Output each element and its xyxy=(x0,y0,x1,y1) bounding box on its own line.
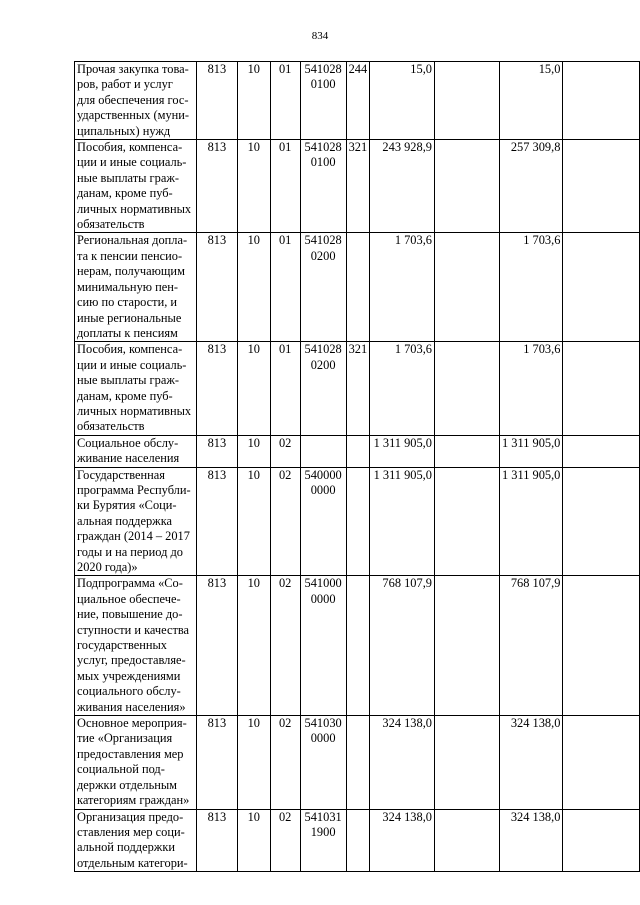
row-name-line: личных нормативных xyxy=(77,201,192,216)
empty-cell xyxy=(434,140,499,233)
row-name-line: данам, кроме пуб- xyxy=(77,186,173,201)
row-name-line: ставления мер соци- xyxy=(77,824,185,839)
section-code-cell: 10 xyxy=(237,233,270,342)
row-name-line: Региональная допла- xyxy=(77,233,188,248)
target-article-cell xyxy=(300,62,346,140)
row-name-cell xyxy=(75,576,197,716)
budget-table-body xyxy=(75,62,640,872)
row-name-cell xyxy=(75,809,197,872)
row-name-cell xyxy=(75,342,197,435)
amount-year2-cell: 324 138,0 xyxy=(499,809,563,872)
target-article-line: 1900 xyxy=(310,824,336,839)
subsection-code-cell: 02 xyxy=(270,435,300,467)
row-name-line: живание населения xyxy=(77,451,180,466)
amount-year2-cell: 1 311 905,0 xyxy=(499,435,563,467)
section-code-cell: 10 xyxy=(237,342,270,435)
grbs-code-cell: 813 xyxy=(196,233,237,342)
amount-year2-cell: 324 138,0 xyxy=(499,716,563,809)
amount-year1-cell: 15,0 xyxy=(370,62,435,140)
row-name-line: Пособия, компенса- xyxy=(77,140,183,155)
section-code-cell: 10 xyxy=(237,62,270,140)
row-name-line: минимальную пен- xyxy=(77,279,179,294)
empty-cell xyxy=(434,576,499,716)
amount-year1-cell: 243 928,9 xyxy=(370,140,435,233)
amount-year1-cell: 768 107,9 xyxy=(370,576,435,716)
target-article-line: 541028 xyxy=(304,233,342,248)
target-article-cell xyxy=(300,809,346,872)
target-article-cell xyxy=(300,467,346,576)
row-name-line: сию по старости, и xyxy=(77,295,178,310)
row-name-line: мых учреждениями xyxy=(77,668,181,683)
row-name-cell xyxy=(75,140,197,233)
grbs-code-cell: 813 xyxy=(196,576,237,716)
amount-year1-cell: 1 311 905,0 xyxy=(370,435,435,467)
expense-type-cell xyxy=(346,233,370,342)
target-article-line: 0000 xyxy=(310,482,336,497)
row-name-cell xyxy=(75,716,197,809)
target-article-line: 0100 xyxy=(310,155,336,170)
amount-year1-cell: 1 703,6 xyxy=(370,342,435,435)
target-article-line: 541030 xyxy=(304,716,342,731)
target-article-cell xyxy=(300,435,346,467)
table-row xyxy=(75,140,640,233)
grbs-code-cell: 813 xyxy=(196,435,237,467)
target-article-line: 0100 xyxy=(310,77,336,92)
row-name-line: альной поддержки xyxy=(77,840,175,855)
row-name-line: ные выплаты граж- xyxy=(77,170,180,185)
section-code-cell: 10 xyxy=(237,716,270,809)
table-row xyxy=(75,716,640,809)
row-name-line: услуг, предоставляе- xyxy=(77,653,186,668)
target-article-cell xyxy=(300,342,346,435)
grbs-code-cell: 813 xyxy=(196,716,237,809)
row-name-line: иные региональные xyxy=(77,310,182,325)
table-row xyxy=(75,576,640,716)
row-name-line: личных нормативных xyxy=(77,403,192,418)
expense-type-cell: 244 xyxy=(346,62,370,140)
table-row xyxy=(75,233,640,342)
row-name-line: Пособия, компенса- xyxy=(77,342,183,357)
subsection-code-cell: 01 xyxy=(270,62,300,140)
row-name-line: Организация предо- xyxy=(77,809,184,824)
row-name-cell xyxy=(75,467,197,576)
row-name-line: Социальное обслу- xyxy=(77,435,179,450)
row-name-line: Основное мероприя- xyxy=(77,716,187,731)
target-article-cell xyxy=(300,140,346,233)
expense-type-cell xyxy=(346,809,370,872)
expense-type-cell xyxy=(346,467,370,576)
table-row xyxy=(75,62,640,140)
empty-cell xyxy=(434,809,499,872)
section-code-cell: 10 xyxy=(237,140,270,233)
row-name-line: для обеспечения гос- xyxy=(77,92,189,107)
empty-cell xyxy=(434,467,499,576)
row-name-line: живания населения» xyxy=(77,699,186,714)
amount-year1-cell: 324 138,0 xyxy=(370,716,435,809)
row-name-line: программа Республи- xyxy=(77,482,191,497)
row-name-line: ципальных) нужд xyxy=(77,123,171,138)
row-name-cell xyxy=(75,62,197,140)
amount-year2-cell: 257 309,8 xyxy=(499,140,563,233)
amount-year2-cell: 1 703,6 xyxy=(499,342,563,435)
row-name-line: ударственных (муни- xyxy=(77,108,190,123)
section-code-cell: 10 xyxy=(237,809,270,872)
expense-type-cell: 321 xyxy=(346,342,370,435)
table-row xyxy=(75,809,640,872)
row-name-line: альная поддержка xyxy=(77,513,173,528)
empty-cell xyxy=(563,467,640,576)
amount-year2-cell: 1 703,6 xyxy=(499,233,563,342)
row-name-line: тие «Организация xyxy=(77,731,173,746)
row-name-line: Прочая закупка това- xyxy=(77,62,189,76)
empty-cell xyxy=(563,576,640,716)
row-name-line: ные выплаты граж- xyxy=(77,373,180,388)
row-name-line: ки Бурятия «Соци- xyxy=(77,498,177,513)
subsection-code-cell: 02 xyxy=(270,576,300,716)
target-article-line: 541000 xyxy=(304,576,342,591)
empty-cell xyxy=(434,62,499,140)
row-name-line: Государственная xyxy=(77,467,165,482)
expense-type-cell xyxy=(346,716,370,809)
page-number: 834 xyxy=(311,30,329,42)
amount-year2-cell: 15,0 xyxy=(499,62,563,140)
table-row xyxy=(75,467,640,576)
amount-year1-cell: 324 138,0 xyxy=(370,809,435,872)
row-name-line: держки отдельным xyxy=(77,777,178,792)
row-name-cell xyxy=(75,233,197,342)
budget-table xyxy=(74,61,640,872)
section-code-cell: 10 xyxy=(237,576,270,716)
row-name-line: ции и иные социаль- xyxy=(77,357,187,372)
expense-type-cell xyxy=(346,435,370,467)
row-name-line: ции и иные социаль- xyxy=(77,155,187,170)
empty-cell xyxy=(434,233,499,342)
target-article-line: 541028 xyxy=(304,140,342,155)
amount-year1-cell: 1 703,6 xyxy=(370,233,435,342)
table-row xyxy=(75,435,640,467)
empty-cell xyxy=(563,342,640,435)
empty-cell xyxy=(563,140,640,233)
empty-cell xyxy=(434,716,499,809)
subsection-code-cell: 01 xyxy=(270,342,300,435)
expense-type-cell xyxy=(346,576,370,716)
empty-cell xyxy=(563,809,640,872)
amount-year1-cell: 1 311 905,0 xyxy=(370,467,435,576)
subsection-code-cell: 01 xyxy=(270,233,300,342)
row-name-line: 2020 года)» xyxy=(77,560,138,574)
row-name-line: доплаты к пенсиям xyxy=(77,325,178,340)
target-article-cell xyxy=(300,233,346,342)
empty-cell xyxy=(434,342,499,435)
grbs-code-cell: 813 xyxy=(196,140,237,233)
row-name-line: обязательств xyxy=(77,419,145,434)
target-article-line: 0000 xyxy=(310,731,336,746)
target-article-line: 540000 xyxy=(304,467,342,482)
empty-cell xyxy=(563,716,640,809)
grbs-code-cell: 813 xyxy=(196,809,237,872)
row-name-line: категориям граждан» xyxy=(77,793,190,808)
target-article-line: 0200 xyxy=(310,248,336,263)
row-name-line: данам, кроме пуб- xyxy=(77,388,173,403)
grbs-code-cell: 813 xyxy=(196,467,237,576)
target-article-line: 0000 xyxy=(310,591,336,606)
target-article-cell xyxy=(300,716,346,809)
row-name-line: обязательств xyxy=(77,217,145,232)
row-name-line: Подпрограмма «Со- xyxy=(77,576,183,591)
row-name-line: циальное обеспече- xyxy=(77,591,181,606)
subsection-code-cell: 02 xyxy=(270,809,300,872)
row-name-line: социальной под- xyxy=(77,762,165,777)
subsection-code-cell: 02 xyxy=(270,716,300,809)
target-article-line: 541028 xyxy=(304,62,342,76)
section-code-cell: 10 xyxy=(237,467,270,576)
amount-year2-cell: 768 107,9 xyxy=(499,576,563,716)
empty-cell xyxy=(563,435,640,467)
subsection-code-cell: 02 xyxy=(270,467,300,576)
row-name-line: ров, работ и услуг xyxy=(77,77,173,92)
row-name-line: предоставления мер xyxy=(77,746,184,761)
row-name-line: нерам, получающим xyxy=(77,264,185,279)
row-name-line: ние, повышение до- xyxy=(77,607,183,622)
grbs-code-cell: 813 xyxy=(196,342,237,435)
expense-type-cell: 321 xyxy=(346,140,370,233)
row-name-line: та к пенсии пенсио- xyxy=(77,248,183,263)
row-name-line: отдельным категори- xyxy=(77,855,188,870)
row-name-line: ступности и качества xyxy=(77,622,190,637)
target-article-cell xyxy=(300,576,346,716)
row-name-line: социального обслу- xyxy=(77,684,181,699)
empty-cell xyxy=(563,233,640,342)
row-name-line: государственных xyxy=(77,638,168,653)
target-article-line: 541028 xyxy=(304,342,342,357)
empty-cell xyxy=(434,435,499,467)
target-article-line: 541031 xyxy=(304,809,342,824)
amount-year2-cell: 1 311 905,0 xyxy=(499,467,563,576)
table-row xyxy=(75,342,640,435)
row-name-cell xyxy=(75,435,197,467)
empty-cell xyxy=(563,62,640,140)
grbs-code-cell: 813 xyxy=(196,62,237,140)
row-name-line: годы и на период до xyxy=(77,544,183,559)
section-code-cell: 10 xyxy=(237,435,270,467)
subsection-code-cell: 01 xyxy=(270,140,300,233)
row-name-line: граждан (2014 – 2017 xyxy=(77,529,190,544)
target-article-line: 0200 xyxy=(310,357,336,372)
